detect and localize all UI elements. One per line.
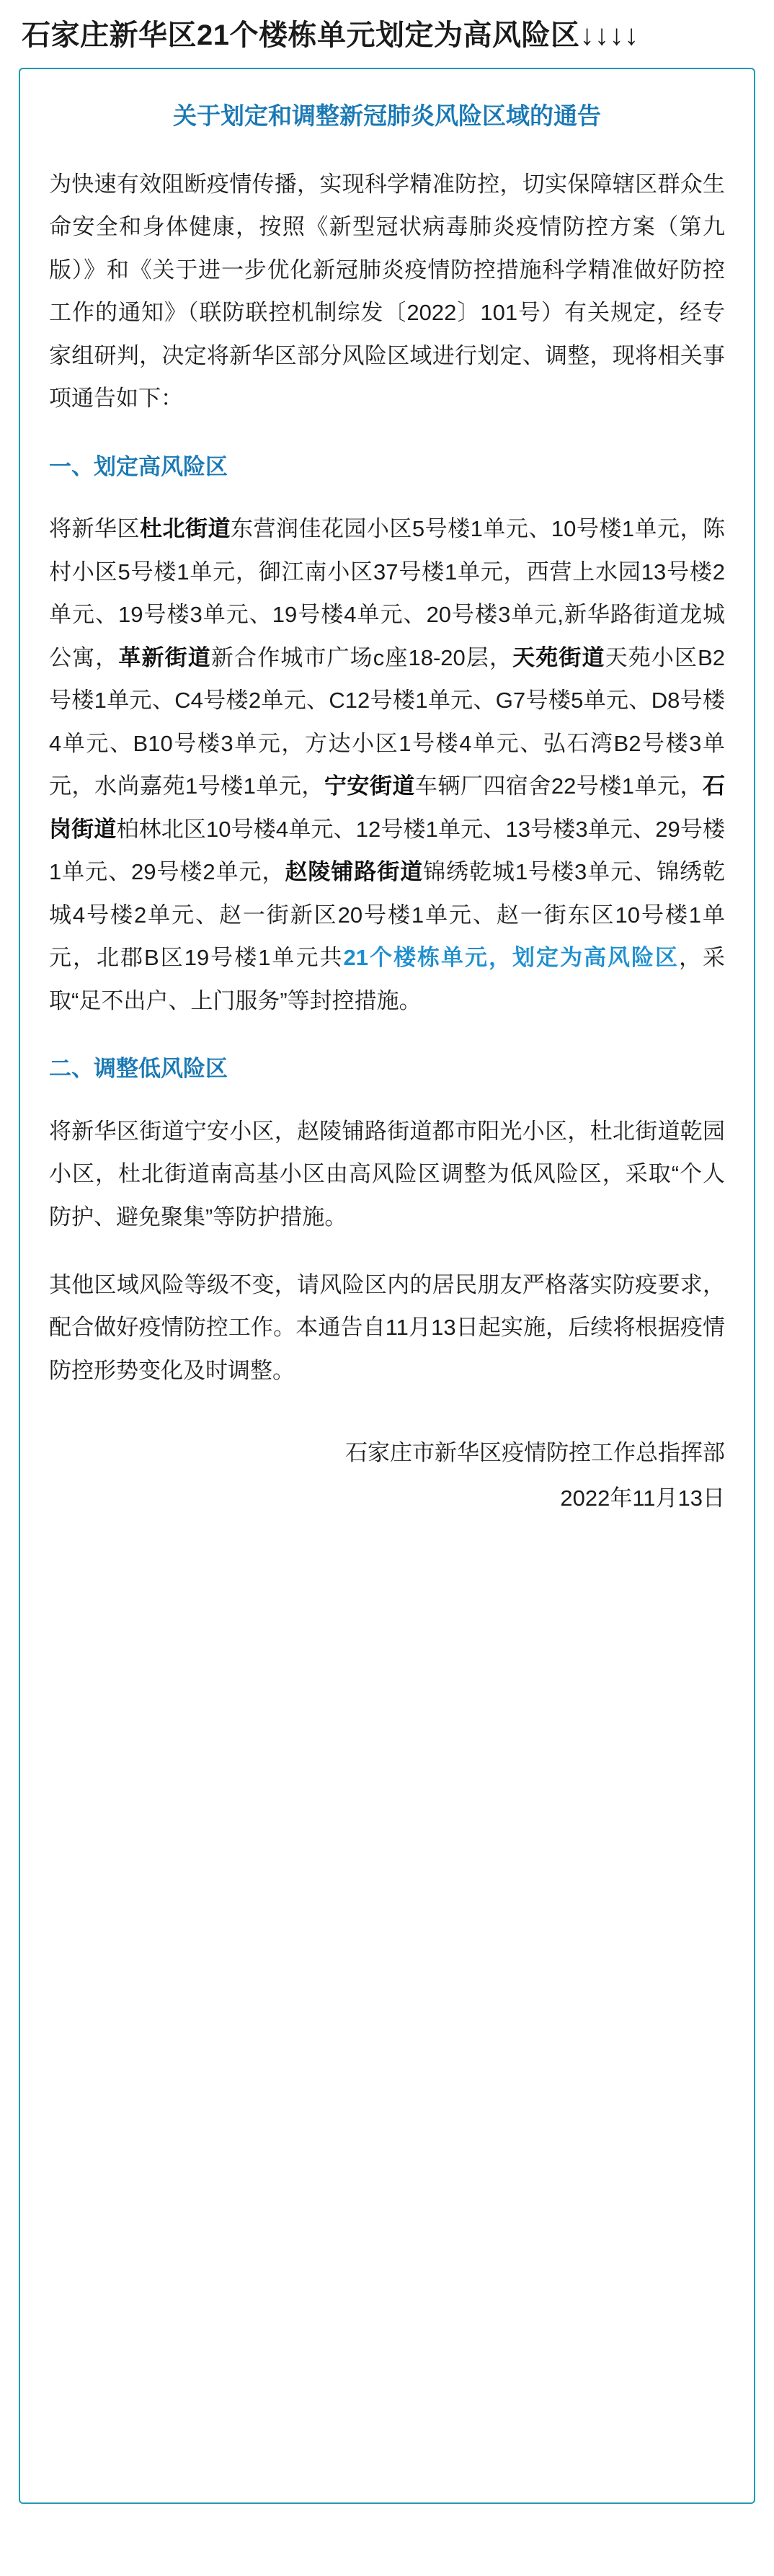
text-run-1: 将新华区 bbox=[49, 516, 140, 542]
text-run-3: 新合作城市广场c座18-20层， bbox=[210, 644, 513, 670]
street-name-shigang: 石岗街道 bbox=[49, 773, 726, 842]
text-run-7: 锦绣乾城1号楼3单元、锦绣乾城4号楼2单元、赵一街新区20号楼1单元、赵一街东区10号楼1单元，北郡B区19号楼1单元共 bbox=[49, 859, 726, 971]
street-name-gexin: 革新街道 bbox=[118, 644, 211, 670]
text-run-2: 东营润佳花园小区5号楼1单元、10号楼1单元，陈村小区5号楼1单元，御江南小区37号楼1单元，西营上水园13号楼2单元、19号楼3单元、19号楼4单元、20号楼3单元,新华路街道龙城公寓， bbox=[49, 516, 726, 670]
signature-organization: 石家庄市新华区疫情防控工作总指挥部 bbox=[345, 1440, 725, 1466]
notice-closing-paragraph: 其他区域风险等级不变，请风险区内的居民朋友严格落实防疫要求，配合做好疫情防控工作。本通告自11月13日起实施，后续将根据疫情防控形势变化及时调整。 bbox=[49, 1271, 725, 1383]
notice-title: 关于划定和调整新冠肺炎风险区域的通告 bbox=[173, 102, 601, 129]
text-run-6: 柏林北区10号楼4单元、12号楼1单元、13号楼3单元、29号楼1单元、29号楼2单元， bbox=[49, 816, 725, 885]
street-name-zhaolingpulu: 赵陵铺路街道 bbox=[285, 859, 424, 885]
street-name-ningan: 宁安街道 bbox=[324, 773, 415, 799]
section-low-risk-paragraph: 将新华区街道宁安小区，赵陵铺路街道都市阳光小区，杜北街道乾园小区，杜北街道南高基小区由高风险区调整为低风险区，采取“个人防护、避免聚集”等防护措施。 bbox=[49, 1118, 725, 1230]
text-run-5: 车辆厂四宿舍22号楼1单元， bbox=[414, 773, 703, 799]
card-bottom-spacer bbox=[49, 1520, 725, 1527]
street-name-tianyuan: 天苑街道 bbox=[512, 644, 605, 670]
street-name-dubei: 杜北街道 bbox=[139, 516, 231, 542]
signature-date: 2022年11月13日 bbox=[560, 1485, 725, 1511]
notice-card bbox=[19, 68, 755, 2504]
highlight-high-risk-count: 21个楼栋单元，划定为高风险区 bbox=[343, 945, 679, 971]
text-run-8: ，采取“足不出户、上门服务”等封控措施。 bbox=[49, 945, 726, 1013]
page-headline: 石家庄新华区21个楼栋单元划定为高风险区↓↓↓↓ bbox=[22, 19, 639, 51]
section-heading-low-risk: 二、调整低风险区 bbox=[49, 1056, 228, 1082]
section-high-risk-paragraph bbox=[49, 507, 725, 1022]
notice-intro-paragraph: 为快速有效阻断疫情传播，实现科学精准防控，切实保障辖区群众生命安全和身体健康，按照《新型冠状病毒肺炎疫情防控方案（第九版）》和《关于进一步优化新冠肺炎疫情防控措施科学精准做好防控工作的通知》（联防联控机制综发〔2022〕101号）有关规定，经专家组研判，决定将新华区部分风险区域进行划定、调整，现将相关事项通告如下： bbox=[49, 171, 725, 412]
text-run-4: 天苑小区B2号楼1单元、C4号楼2单元、C12号楼1单元、G7号楼5单元、D8号楼4单元、B10号楼3单元，方达小区1号楼4单元、弘石湾B2号楼3单元，水尚嘉苑1号楼1单元， bbox=[49, 644, 726, 799]
section-heading-high-risk: 一、划定高风险区 bbox=[49, 453, 228, 479]
signature-block bbox=[49, 1432, 725, 1520]
